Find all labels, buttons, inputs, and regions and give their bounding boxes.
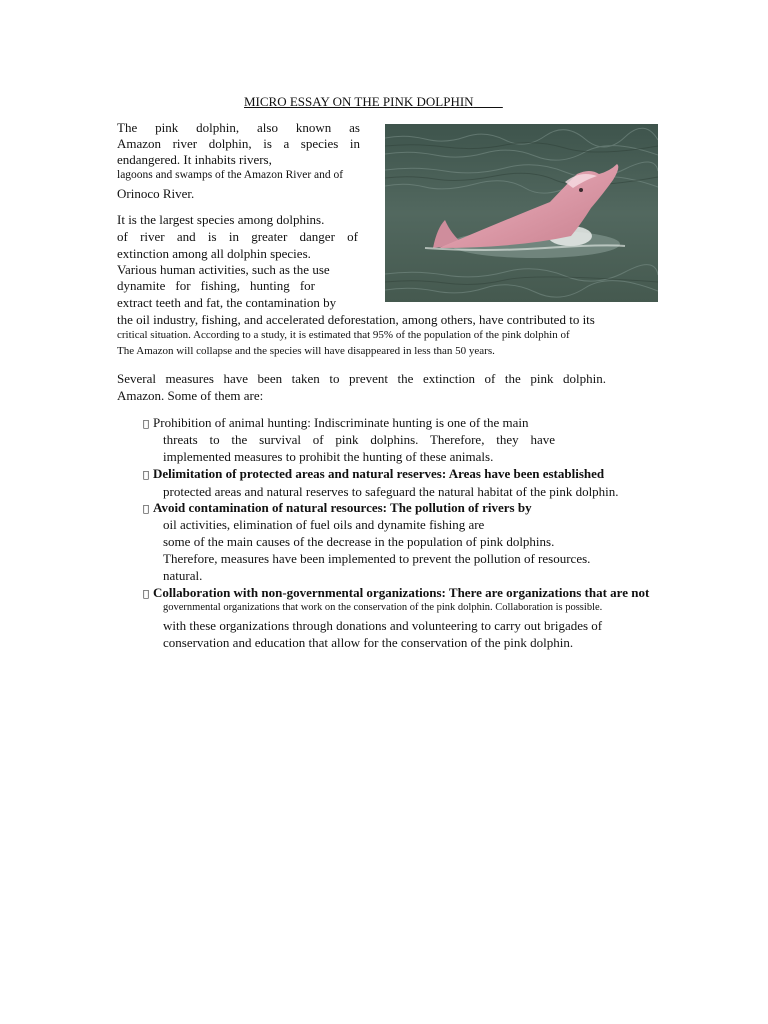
bullet-3-line-2: oil activities, elimination of fuel oils and dynamite fishing are [163,517,485,532]
square-bullet-icon [143,470,149,481]
bullet-2-line-2: protected areas and natural reserves to safeguard the natural habitat of the pink dolphin. [163,484,619,499]
para2-line-8: critical situation. According to a study, it is estimated that 95% of the population of the pink dolphin of [117,329,570,341]
intro-line-3: endangered. It inhabits rivers, [117,152,272,167]
intro-line-5: Orinoco River. [117,186,195,201]
bullet-4-line-4: conservation and education that allow for the conservation of the pink dolphin. [163,635,574,650]
para2-line-3: extinction among all dolphin species. [117,246,311,261]
para2-line-7: the oil industry, fishing, and accelerated deforestation, among others, have contributed to its [117,312,595,327]
para2-line-2: of river and is in greater danger of [117,229,358,244]
bullet-4-line-3: with these organizations through donations and volunteering to carry out brigades of [163,618,603,633]
page-title: MICRO ESSAY ON THE PINK DOLPHIN [244,94,474,109]
pink-dolphin-photo [385,124,658,302]
para2-line-1: It is the largest species among dolphins. [117,212,325,227]
para3-line-2: Amazon. Some of them are: [117,388,264,403]
bullet-item-ngo-collaboration: Collaboration with non-governmental organizations: There are organizations that are not [143,585,649,601]
bullet-item-hunting: Prohibition of animal hunting: Indiscriminate hunting is one of the main [143,415,529,431]
bullet-3-line-3: some of the main causes of the decrease in the population of pink dolphins. [163,534,555,549]
square-bullet-icon [143,504,149,515]
para3-line-1: Several measures have been taken to prevent the extinction of the pink dolphin. [117,371,606,386]
square-bullet-icon [143,419,149,430]
para2-line-6: extract teeth and fat, the contamination by [117,295,337,310]
square-bullet-icon [143,589,149,600]
bullet-4-line-2: governmental organizations that work on the conservation of the pink dolphin. Collaboration is possible. [163,602,603,613]
bullet-item-contamination: Avoid contamination of natural resources: The pollution of rivers by [143,500,532,516]
bullet-1-line-2: threats to the survival of pink dolphins. Therefore, they have [163,432,555,447]
intro-line-1: The pink dolphin, also known as [117,120,360,135]
bullet-item-protected-areas: Delimitation of protected areas and natural reserves: Areas have been established [143,466,604,482]
bullet-3-line-4: Therefore, measures have been implemented to prevent the pollution of resources. [163,551,591,566]
bullet-1-line-3: implemented measures to prohibit the hunting of these animals. [163,449,494,464]
bullet-3-line-5: natural. [163,568,203,583]
para2-line-4: Various human activities, such as the use [117,262,330,277]
intro-line-2: Amazon river dolphin, is a species in [117,136,360,151]
para2-line-9: The Amazon will collapse and the species will have disappeared in less than 50 years. [117,345,495,357]
para2-line-5: dynamite for fishing, hunting for [117,278,315,293]
intro-line-4: lagoons and swamps of the Amazon River and of [117,169,344,181]
